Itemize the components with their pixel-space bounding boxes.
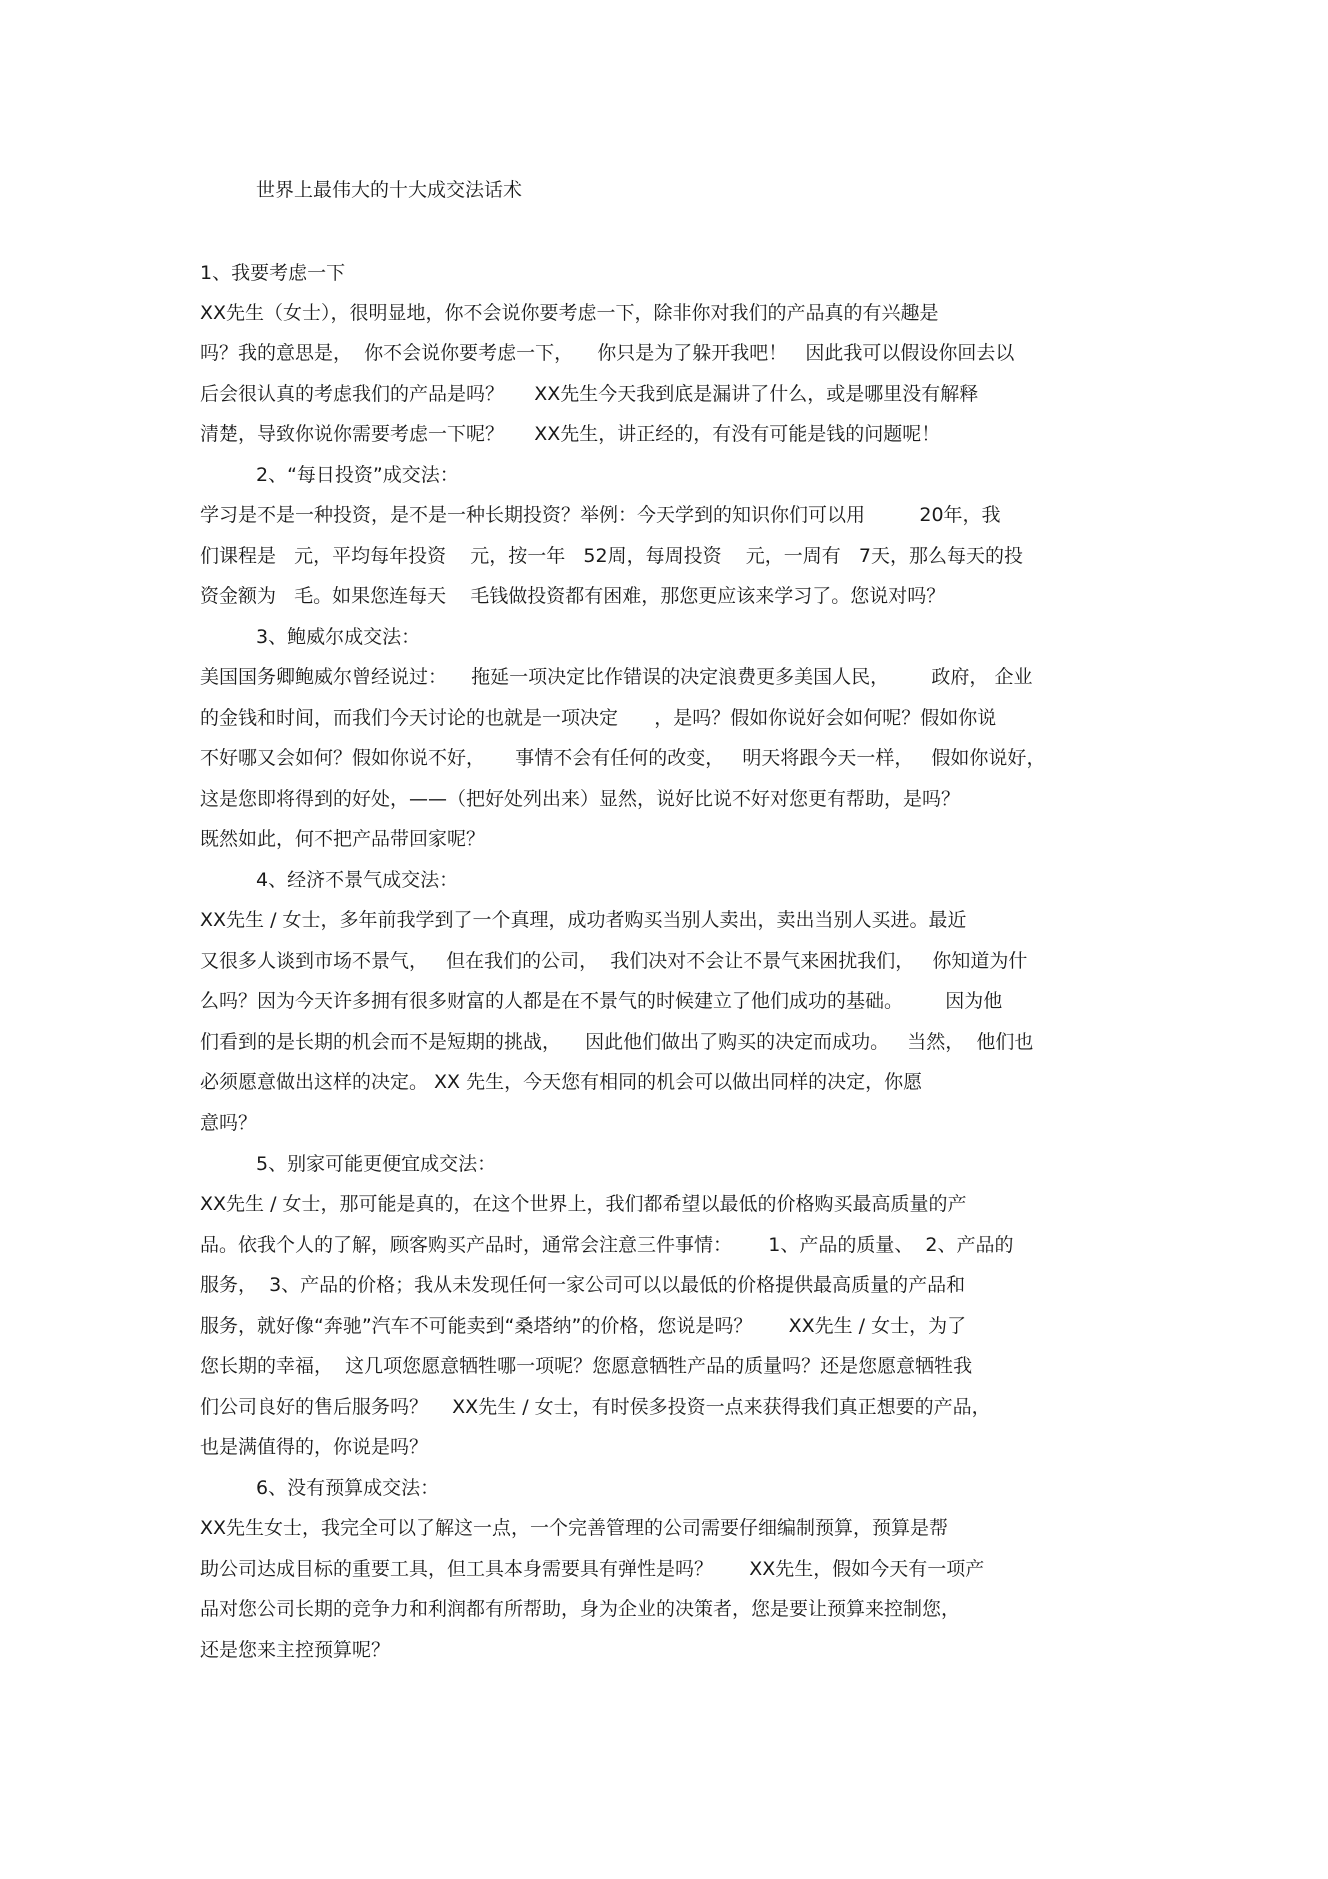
section-heading-1: 1、我要考虑一下	[200, 262, 346, 284]
paragraph-line: 助公司达成目标的重要工具，但工具本身需要具有弹性是吗？ XX先生，假如今天有一项产	[200, 1558, 985, 1580]
paragraph-line: 必须愿意做出这样的决定。 XX 先生，今天您有相同的机会可以做出同样的决定，你愿	[200, 1071, 923, 1093]
paragraph-line: 清楚，导致你说你需要考虑一下呢？ XX先生，讲正经的，有没有可能是钱的问题呢！	[200, 423, 941, 445]
paragraph-line: 的金钱和时间，而我们今天讨论的也就是一项决定 ，是吗？假如你说好会如何呢？假如你说	[200, 707, 997, 729]
section-heading-5: 5、别家可能更便宜成交法：	[256, 1153, 497, 1175]
section-heading-6: 6、没有预算成交法：	[256, 1477, 440, 1499]
paragraph-line: 美国国务卿鲍威尔曾经说过： 拖延一项决定比作错误的决定浪费更多美国人民， 政府， 企业	[200, 666, 1033, 688]
paragraph-line: 服务， 3、产品的价格；我从未发现任何一家公司可以以最低的价格提供最高质量的产品和	[200, 1274, 966, 1296]
paragraph-line: 品。依我个人的了解，顾客购买产品时，通常会注意三件事情： 1、产品的质量、 2、产品的	[200, 1234, 1014, 1256]
paragraph-line: XX先生 / 女士，那可能是真的，在这个世界上，我们都希望以最低的价格购买最高质量的产	[200, 1193, 967, 1215]
paragraph-line: 品对您公司长期的竞争力和利润都有所帮助，身为企业的决策者，您是要让预算来控制您，	[200, 1598, 961, 1620]
section-heading-2: 2、“每日投资”成交法：	[256, 464, 459, 486]
paragraph-line: 们看到的是长期的机会而不是短期的挑战， 因此他们做出了购买的决定而成功。 当然， 他们也	[200, 1031, 1034, 1053]
paragraph-line: 又很多人谈到市场不景气， 但在我们的公司， 我们决对不会让不景气来困扰我们， 你知道为什	[200, 950, 1028, 972]
paragraph-line: XX先生女士，我完全可以了解这一点，一个完善管理的公司需要仔细编制预算，预算是帮	[200, 1517, 949, 1539]
section-heading-3: 3、鲍威尔成交法：	[256, 626, 421, 648]
paragraph-line: XX先生 / 女士，多年前我学到了一个真理，成功者购买当别人卖出，卖出当别人买进。最近	[200, 909, 967, 931]
paragraph-line: 学习是不是一种投资，是不是一种长期投资？举例：今天学到的知识你们可以用 20年，我	[200, 504, 1001, 526]
paragraph-line: 这是您即将得到的好处，——（把好处列出来）显然，说好比说不好对您更有帮助，是吗？	[200, 788, 961, 810]
paragraph-line: 意吗？	[200, 1112, 258, 1134]
paragraph-line: 们公司良好的售后服务吗？ XX先生 / 女士，有时侯多投资一点来获得我们真正想要的产品，	[200, 1396, 991, 1418]
paragraph-line: 资金额为 毛。如果您连每天 毛钱做投资都有困难，那您更应该来学习了。您说对吗？	[200, 585, 946, 607]
paragraph-line: 们课程是 元，平均每年投资 元，按一年 52周，每周投资 元，一周有 7天，那么每天的投	[200, 545, 1023, 567]
paragraph-line: 还是您来主控预算呢？	[200, 1639, 391, 1661]
paragraph-line: 服务，就好像“奔驰”汽车不可能卖到“桑塔纳”的价格，您说是吗？ XX先生 / 女士，为了	[200, 1315, 967, 1337]
paragraph-line: 吗？我的意思是， 你不会说你要考虑一下， 你只是为了躲开我吧！ 因此我可以假设你回去以	[200, 342, 1015, 364]
paragraph-line: 您长期的幸福， 这几项您愿意牺牲哪一项呢？您愿意牺牲产品的质量吗？还是您愿意牺牲我	[200, 1355, 973, 1377]
paragraph-line: 么吗？因为今天许多拥有很多财富的人都是在不景气的时候建立了他们成功的基础。 因为他	[200, 990, 1003, 1012]
paragraph-line: 也是满值得的，你说是吗？	[200, 1436, 429, 1458]
document-title: 世界上最伟大的十大成交法话术	[256, 179, 523, 201]
paragraph-line: 既然如此，何不把产品带回家呢？	[200, 828, 486, 850]
paragraph-line: 后会很认真的考虑我们的产品是吗？ XX先生今天我到底是漏讲了什么，或是哪里没有解释	[200, 383, 979, 405]
section-heading-4: 4、经济不景气成交法：	[256, 869, 459, 891]
paragraph-line: 不好哪又会如何？假如你说不好， 事情不会有任何的改变， 明天将跟今天一样， 假如你说好，	[200, 747, 1046, 769]
paragraph-line: XX先生（女士），很明显地，你不会说你要考虑一下，除非你对我们的产品真的有兴趣是	[200, 302, 939, 324]
